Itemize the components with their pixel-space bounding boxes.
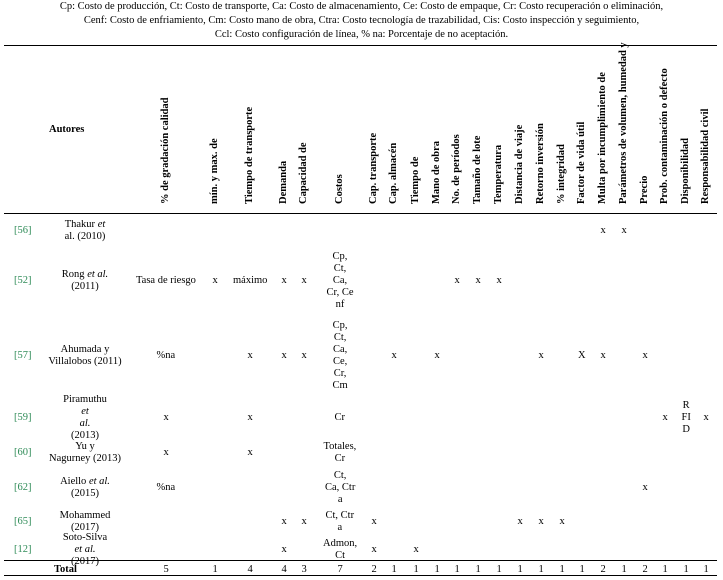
column-header-13: Distancia de viaje [514,124,525,204]
cell-r7-c5 [323,538,357,562]
cell-r3-c21-line: D [682,424,690,435]
reference-link[interactable]: [65] [14,516,32,527]
cell-r6-c13: x [517,516,523,527]
cell-r1-c5-line: nf [335,299,345,310]
total-value-8: 1 [413,564,419,575]
reference-link[interactable]: [59] [14,412,32,423]
cell-r2-c14: x [538,350,544,361]
cell-r6-c4: x [301,516,307,527]
column-header-4: Capacidad de [298,142,309,204]
cell-r1-c5-line: Cr, Ce [326,287,354,298]
column-header-22: Responsabilidad civil [700,108,711,204]
cell-r2-c2: x [247,350,253,361]
author-part: et al. [74,544,96,555]
total-value-9: 1 [434,564,440,575]
total-value-5: 7 [337,564,343,575]
author-cell [37,344,133,368]
cell-r1-c3: x [281,275,287,286]
cell-r7-c5-line: Ct [335,550,346,561]
author-part: Mohammed [59,510,111,521]
cell-r1-c11: x [475,275,481,286]
cell-r2-c7: x [391,350,397,361]
cell-r6-c3: x [281,516,287,527]
reference-link[interactable]: [12] [14,544,32,555]
cell-r1-c5-line: Ca, [332,275,348,286]
table-bottom-rule [4,575,717,576]
total-value-12: 1 [496,564,502,575]
cell-r4-c0: x [163,447,169,458]
author-part: Ahumada y [60,344,110,355]
cell-r2-c5-line: Ca, [332,344,348,355]
cell-r6-c15: x [559,516,565,527]
total-value-6: 2 [371,564,377,575]
reference-link[interactable]: [56] [14,225,32,236]
author-cell [37,476,133,500]
author-cell [37,532,133,568]
cell-r6-c5-line: a [337,522,343,533]
author-part: et al. [88,476,110,487]
author-cell [37,441,133,465]
total-value-13: 1 [517,564,523,575]
total-value-20: 1 [662,564,668,575]
author-cell [37,219,133,243]
table-top-rule [4,45,717,46]
reference-link[interactable]: [57] [14,350,32,361]
column-header-3: Demanda [278,160,289,204]
column-header-2: Tiempo de transporte [244,106,255,204]
cell-r2-c5-line: Ct, [333,332,347,343]
total-value-16: 1 [579,564,585,575]
column-header-8: Tiempo de [410,156,421,204]
total-value-19: 2 [642,564,648,575]
cell-r6-c5 [326,510,355,534]
cell-r2-c5-line: Ce, [332,356,348,367]
total-value-15: 1 [559,564,565,575]
cell-r1-c5-line: Cp, [332,251,348,262]
cell-r2-c5-line: Cm [332,380,348,391]
total-value-18: 1 [621,564,627,575]
header-autores: Autores [49,124,85,135]
reference-link[interactable]: [62] [14,482,32,493]
cell-r2-c5-line: Cp, [332,320,348,331]
column-header-6: Cap. transporte [368,132,379,204]
author-part: Thakur [64,219,98,230]
column-header-0: % de gradación calidad [160,97,171,204]
cell-r5-c5-line: a [337,494,343,505]
author-part: (2017) [71,522,99,533]
cell-r1-c5 [327,251,354,311]
cell-r3-c21-line: FI [681,412,691,423]
header-bottom-rule [4,213,717,214]
total-value-7: 1 [391,564,397,575]
cell-r2-c19: x [642,350,648,361]
cell-r2-c5 [333,320,348,392]
author-part: Piramuthu [63,394,107,405]
legend-line-2: Cenf: Costo de enfriamiento, Cm: Costo mano de obra, Ctra: Costo tecnología de trazabilidad, Cis: Costo inspección y seguimiento, [83,15,640,26]
cell-r2-c16: X [578,350,586,361]
total-value-2: 4 [247,564,253,575]
cell-r5-c5 [325,470,355,506]
column-header-21: Disponibilidad [680,138,691,204]
total-label: Total [54,564,77,575]
author-part: (2015) [71,488,99,499]
cell-r1-c5-line: Ct, [333,263,347,274]
cell-r3-c5: Cr [334,412,345,423]
cell-r3-c21 [682,400,691,436]
author-part: et al. [87,269,109,280]
cell-r2-c0: %na [156,350,176,361]
cell-r4-c5-line: Totales, [323,441,357,452]
cell-r7-c3: x [281,544,287,555]
column-header-5: Costos [334,174,345,204]
author-cell [37,510,133,534]
column-header-18: Parámetros de volumen, humedad y [618,42,629,204]
cell-r3-c21-line: R [682,400,690,411]
cell-r2-c3: x [281,350,287,361]
column-header-11: Tamaño de lote [472,135,483,204]
cell-r1-c1: x [212,275,218,286]
cell-r1-c12: x [496,275,502,286]
cell-r3-c0: x [163,412,169,423]
author-part: al. (2010) [64,231,106,242]
cell-r7-c6: x [371,544,377,555]
author-cell [37,269,133,293]
cell-r0-c17: x [600,225,606,236]
author-part: (2013) [71,430,99,441]
author-cell [37,394,133,442]
reference-link[interactable]: [60] [14,447,32,458]
column-header-20: Prob. contaminación o defecto [659,68,670,204]
column-header-10: No. de períodos [451,134,462,204]
column-header-17: Multa por incumplimiento de [597,72,608,204]
total-value-11: 1 [475,564,481,575]
cell-r2-c5-line: Cr, [333,368,347,379]
author-part: (2017) [71,556,99,567]
cell-r3-c2: x [247,412,253,423]
column-header-1: mín. y max. de [209,138,220,204]
cell-r2-c17: x [600,350,606,361]
cell-r5-c5-line: Ca, Ctr [325,482,356,493]
cell-r6-c5-line: Ct, Ctr [325,510,355,521]
legend-line-1: Cp: Costo de producción, Ct: Costo de transporte, Ca: Costo de almacenamiento, Ce: Costo de empaque, Cr: Costo recuperación o eliminación, [59,1,664,12]
cell-r4-c2: x [247,447,253,458]
author-part: et [81,406,89,417]
total-value-14: 1 [538,564,544,575]
author-part: Yu y [75,441,95,452]
total-value-22: 1 [703,564,709,575]
column-header-9: Mano de obra [431,141,442,204]
cell-r3-c20: x [662,412,668,423]
total-value-0: 5 [163,564,169,575]
cell-r4-c5 [324,441,357,465]
legend-line-3: Ccl: Costo configuración de línea, % na: Porcentaje de no aceptación. [214,29,509,40]
author-part: Villalobos (2011) [48,356,122,367]
author-part: Aiello [60,476,89,487]
cell-r1-c0: Tasa de riesgo [136,275,196,286]
cell-r1-c10: x [454,275,460,286]
author-part: (2011) [71,281,99,292]
author-part: et [97,219,106,230]
cell-r6-c6: x [371,516,377,527]
cell-r0-c18: x [621,225,627,236]
cell-r1-c2: máximo [233,275,268,286]
cell-r1-c4: x [301,275,307,286]
cell-r7-c8: x [413,544,419,555]
cell-r5-c19: x [642,482,648,493]
column-header-14: Retorno inversión [535,123,546,204]
cell-r6-c14: x [538,516,544,527]
cell-r2-c9: x [434,350,440,361]
column-header-7: Cap. almacén [388,142,399,204]
author-part: Rong [61,269,88,280]
total-value-21: 1 [683,564,689,575]
total-value-3: 4 [281,564,287,575]
total-value-1: 1 [212,564,218,575]
author-part: al. [79,418,91,429]
total-value-4: 3 [301,564,307,575]
author-part: Nagurney (2013) [48,453,122,464]
cell-r3-c22: x [703,412,709,423]
column-header-15: % integridad [556,144,567,204]
cell-r4-c5-line: Cr [334,453,346,464]
cell-r7-c5-line: Admon, [323,538,358,549]
column-header-19: Precio [639,175,650,204]
total-value-17: 2 [600,564,606,575]
column-header-16: Factor de vida útil [576,121,587,204]
legend [0,0,723,42]
reference-link[interactable]: [52] [14,275,32,286]
cell-r5-c5-line: Ct, [333,470,347,481]
cell-r2-c4: x [301,350,307,361]
column-header-12: Temperatura [493,144,504,204]
total-value-10: 1 [454,564,460,575]
cell-r5-c0: %na [156,482,176,493]
author-part: Soto-Silva [62,532,108,543]
